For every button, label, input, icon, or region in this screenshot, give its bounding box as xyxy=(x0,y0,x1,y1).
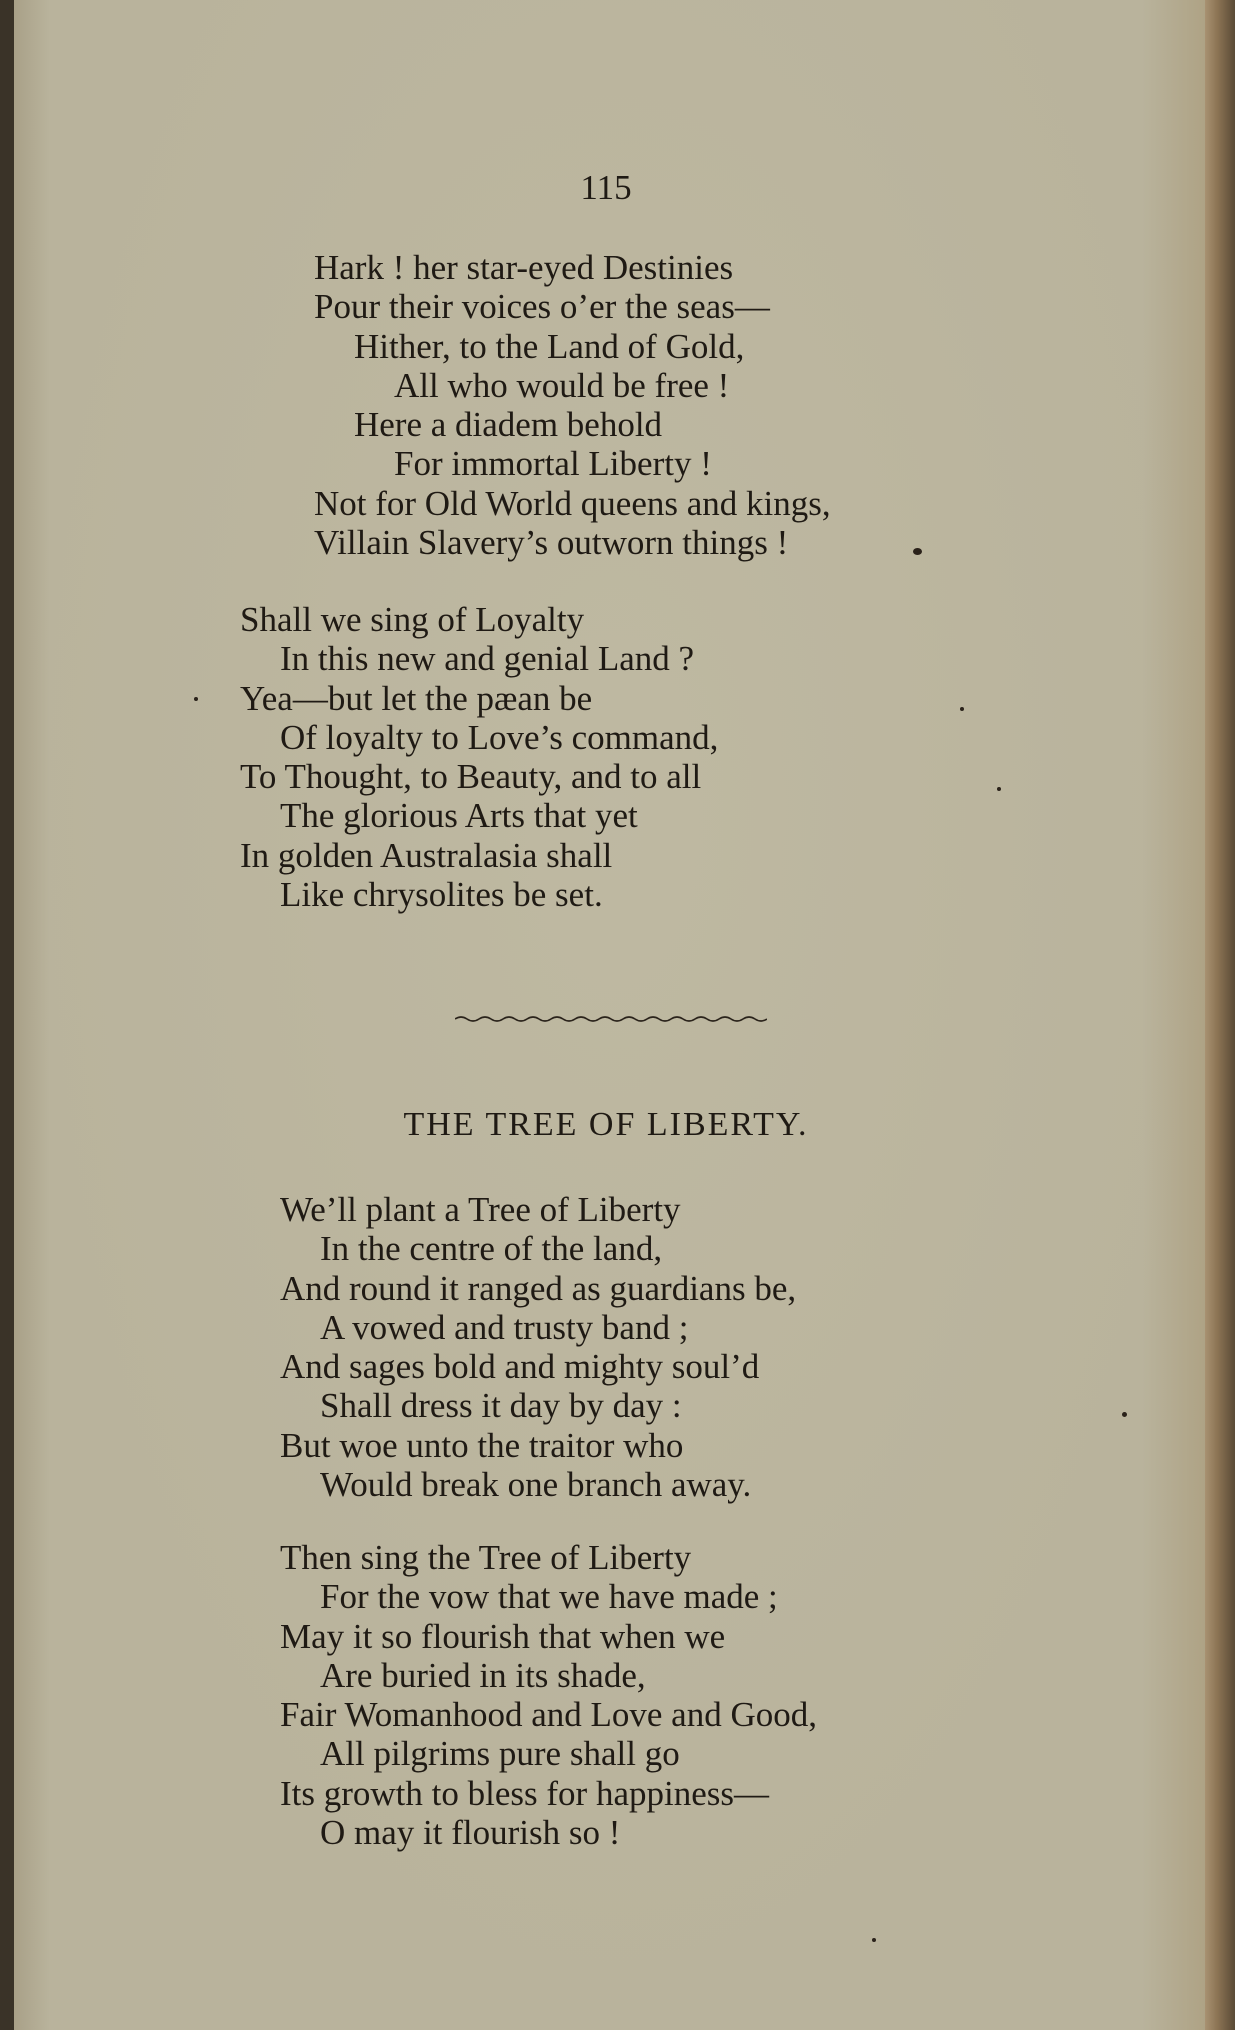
poem-line: Pour their voices o’er the seas— xyxy=(314,287,770,327)
ink-speck xyxy=(997,787,1001,791)
poem-title: THE TREE OF LIBERTY. xyxy=(403,1106,809,1143)
poem-line: Shall dress it day by day : xyxy=(320,1386,682,1426)
poem-line: A vowed and trusty band ; xyxy=(320,1307,689,1347)
poem-line: All who would be free ! xyxy=(394,365,730,405)
ink-speck xyxy=(1122,1412,1127,1417)
poem-line: For immortal Liberty ! xyxy=(394,444,712,484)
poem-line: Are buried in its shade, xyxy=(320,1655,646,1695)
poem-line: Like chrysolites be set. xyxy=(280,875,603,915)
stanza-4 xyxy=(280,1538,817,1852)
ink-speck xyxy=(960,707,964,711)
stanza-2 xyxy=(240,600,718,914)
poem-line: For the vow that we have made ; xyxy=(320,1577,778,1617)
poem-line: Not for Old World queens and kings, xyxy=(314,483,831,523)
poem-line: Hark ! her star-eyed Destinies xyxy=(314,248,734,287)
ink-speck xyxy=(194,697,198,701)
poem-line: O may it flourish so ! xyxy=(320,1813,621,1853)
poem-line: Then sing the Tree of Liberty xyxy=(280,1538,692,1577)
poem-line: Villain Slavery’s outworn things ! xyxy=(314,523,789,563)
page-edge xyxy=(1205,0,1235,2030)
poem-line: In golden Australasia shall xyxy=(240,835,613,875)
ink-speck xyxy=(913,548,922,555)
stanza-1 xyxy=(314,248,831,562)
section-divider xyxy=(455,1013,767,1025)
poem-line: To Thought, to Beauty, and to all xyxy=(240,757,702,797)
poem-line: Its growth to bless for happiness— xyxy=(280,1773,769,1813)
poem-line: And round it ranged as guardians be, xyxy=(280,1268,797,1308)
book-page xyxy=(14,0,1214,2030)
poem-line: Shall we sing of Loyalty xyxy=(240,600,585,639)
ink-speck xyxy=(872,1938,876,1942)
poem-line: The glorious Arts that yet xyxy=(280,796,638,836)
poem-line: We’ll plant a Tree of Liberty xyxy=(280,1190,681,1229)
poem-line: In the centre of the land, xyxy=(320,1229,663,1269)
poem-line: In this new and genial Land ? xyxy=(280,639,695,679)
poem-line: And sages bold and mighty soul’d xyxy=(280,1347,760,1387)
stanza-3 xyxy=(280,1190,796,1504)
poem-line: Here a diadem behold xyxy=(354,405,663,445)
poem-line: All pilgrims pure shall go xyxy=(320,1734,680,1774)
poem-line: Of loyalty to Love’s command, xyxy=(280,717,719,757)
poem-line: May it so flourish that when we xyxy=(280,1616,726,1656)
poem-line: Fair Womanhood and Love and Good, xyxy=(280,1695,817,1735)
poem-line: Yea—but let the pæan be xyxy=(240,678,593,718)
poem-line: Would break one branch away. xyxy=(320,1465,752,1505)
poem-line: But woe unto the traitor who xyxy=(280,1425,684,1465)
page-number: 115 xyxy=(580,168,632,207)
poem-line: Hither, to the Land of Gold, xyxy=(354,326,745,366)
